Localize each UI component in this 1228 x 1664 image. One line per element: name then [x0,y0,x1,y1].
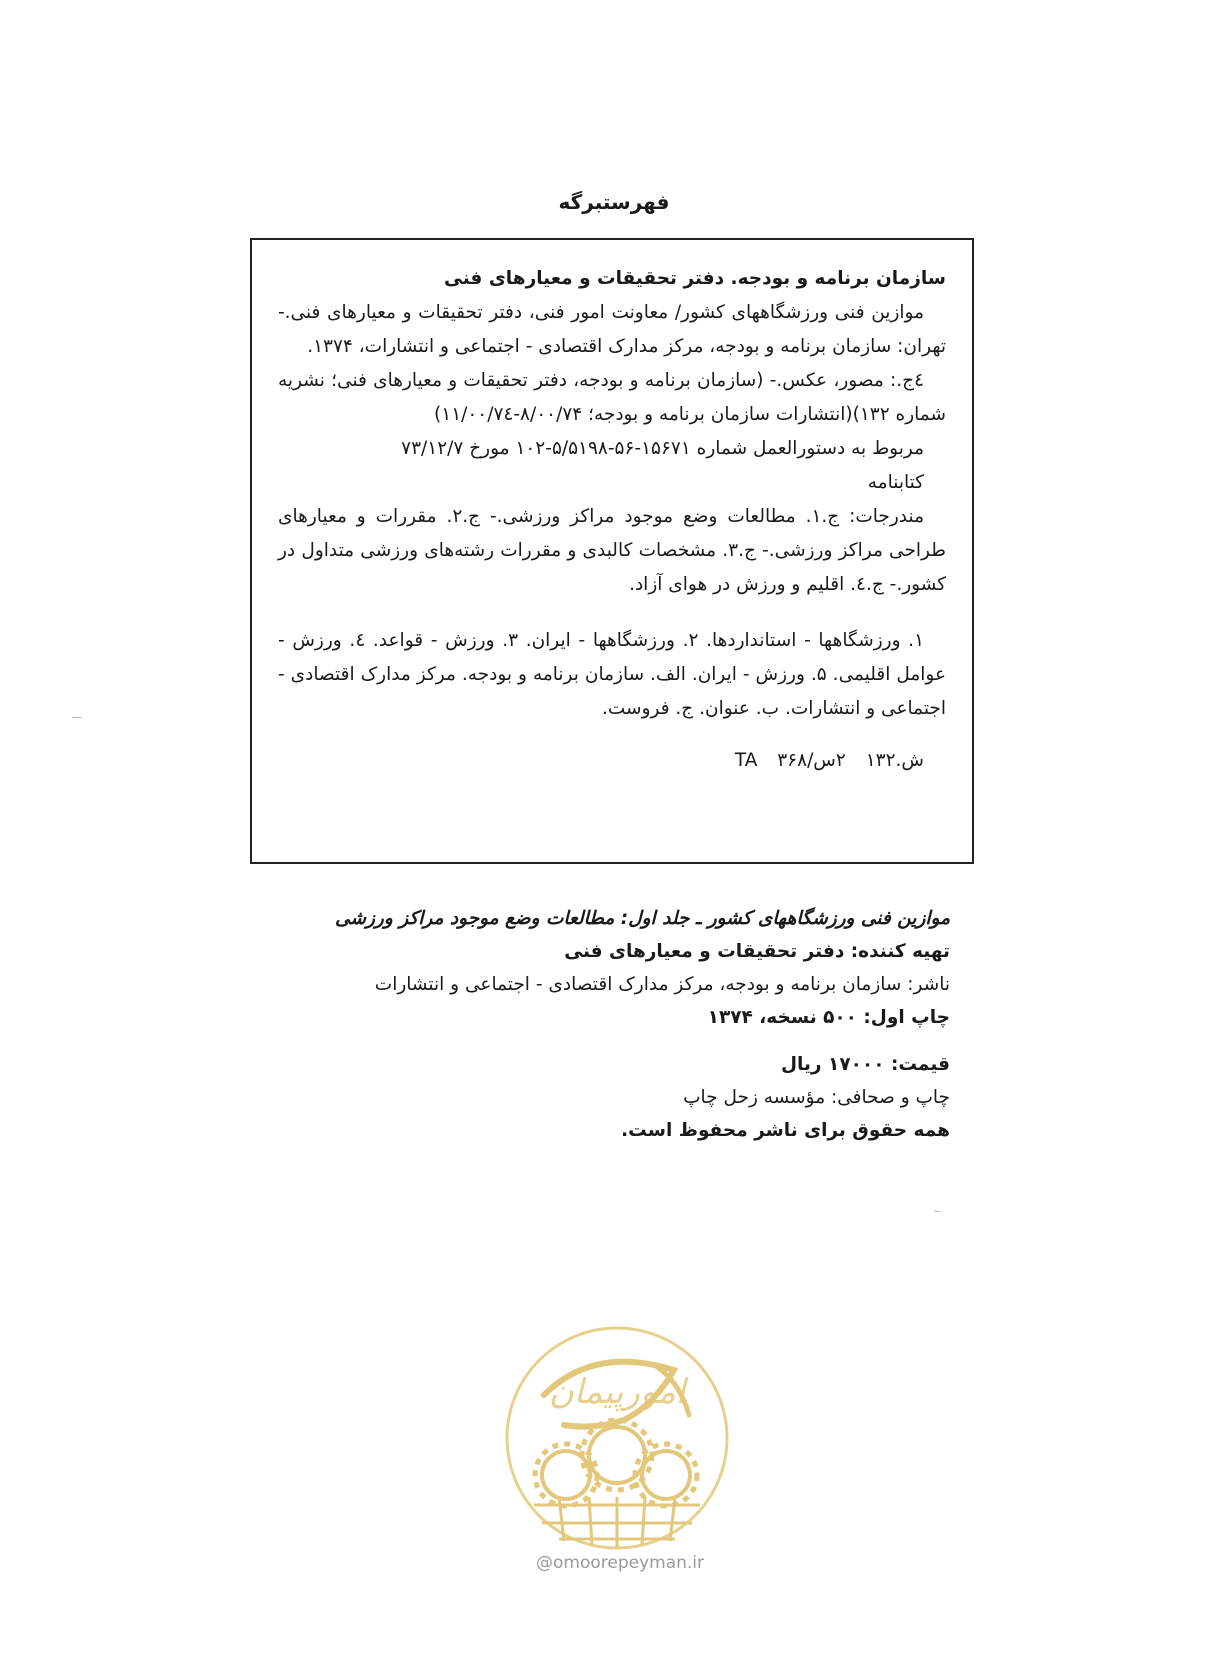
printer: چاپ و صحافی: مؤسسه زحل چاپ [683,1087,950,1108]
catalog-call-number: ش.۱۳۲ ۲س/۳۶۸ TA [734,750,924,771]
catalog-contents: مندرجات: ج.۱. مطالعات وضع موجود مراکز ورزشی.- ج.۲. مقررات و معیارهای طراحی مراکز ورزشی.- ج.۳. مشخصات کالبدی و مقررات رشته‌های ورزشی متداول در کشور.- ج.٤. اقلیم و ورزش در هوای آزاد. [278,506,946,595]
catalog-series: ٤ج.: مصور، عکس.- (سازمان برنامه و بودجه، دفتر تحقیقات و معیارهای فنی؛ نشریه شماره ۱۳۲)(انتشارات سازمان برنامه و بودجه؛ ۸/۰۰/۷۴-۱۱/۰۰/۷٤) [278,370,946,425]
watermark-site: @omoorepeyman.ir [535,1553,705,1573]
imprint-block [250,902,950,1147]
scan-speck [72,717,82,718]
prepared-by: تهیه کننده: دفتر تحقیقات و معیارهای فنی [564,941,950,962]
price: قیمت: ۱۷۰۰۰ ریال [780,1054,950,1075]
catalog-bibliography-note: کتابنامه [867,472,924,493]
catalog-card [250,238,974,864]
book-title: موازین فنی ورزشگاههای کشور ـ جلد اول: مطالعات وضع موجود مراکز ورزشی [335,908,950,929]
edition: چاپ اول: ۵۰۰ نسخه، ۱۳۷۴ [707,1007,950,1028]
publisher: ناشر: سازمان برنامه و بودجه، مرکز مدارک اقتصادی - اجتماعی و انتشارات [374,974,950,995]
seal-text: امورپیمان [548,1372,686,1412]
scan-speck [934,1211,940,1212]
catalog-reference-note: مربوط به دستورالعمل شماره ۱۵۶۷۱-۵۶-۵/۵۱۹۸-۱۰۲ مورخ ۷۳/۱۲/۷ [401,438,924,459]
catalog-entry-title: سازمان برنامه و بودجه. دفتر تحقیقات و معیارهای فنی [444,268,946,289]
rights: همه حقوق برای ناشر محفوظ است. [621,1120,950,1141]
catalog-title-statement: موازین فنی ورزشگاههای کشور/ معاونت امور فنی، دفتر تحقیقات و معیارهای فنی.- تهران: سازمان برنامه و بودجه، مرکز مدارک اقتصادی - اجتماعی و انتشارات، ۱۳۷۴. [278,302,946,357]
watermark-seal-icon [504,1325,730,1551]
catalog-subjects: ۱. ورزشگاهها - استانداردها. ۲. ورزشگاهها - ایران. ۳. ورزش - قواعد. ٤. ورزش - عوامل اقلیمی. ۵. ورزش - ایران. الف. سازمان برنامه و بودجه. مرکز مدارک اقتصادی - اجتماعی و انتشارات. ب. عنوان. ج. فروست. [278,630,946,719]
seal-graphic [504,1325,730,1551]
page-heading: فهرستبرگه [558,190,670,214]
